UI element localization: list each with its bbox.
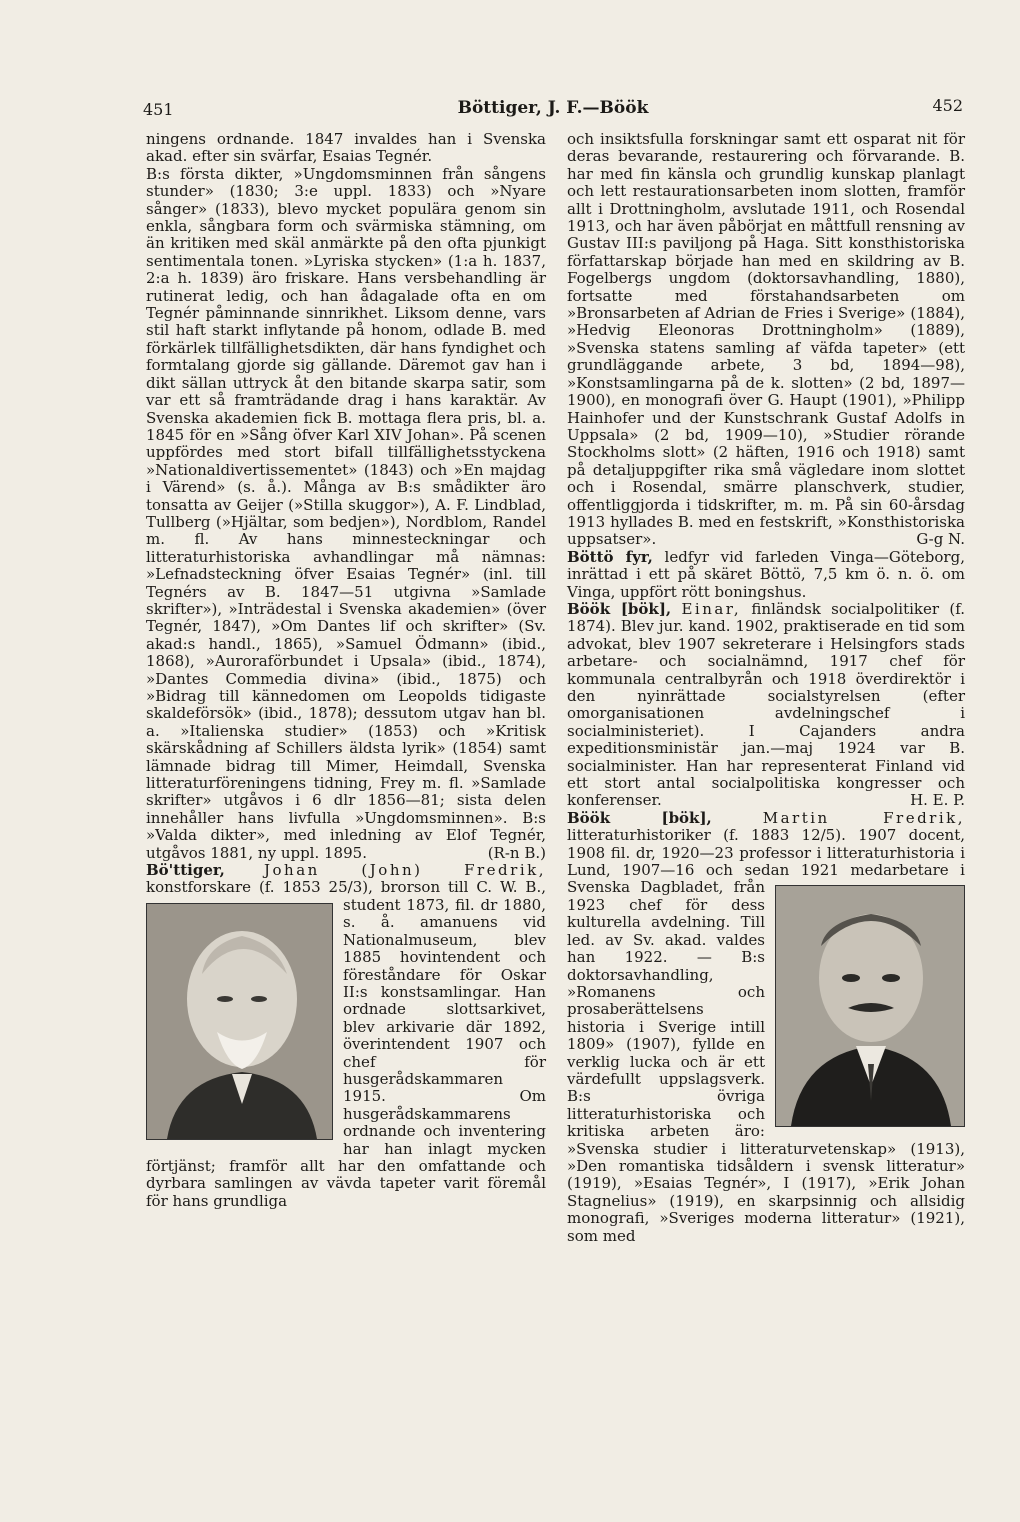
running-title: Böttiger, J. F.—Böök <box>457 98 649 118</box>
entry-body: finländsk socialpolitiker (f. 1874). Blev jur. kand. 1902, praktiserade en tid som advokat, blev 1907 sekreterare i Helsingfors stads arbetare- och socialnämnd, 1917 chef för kommunala centralbyrån och 1918 överdirektör i den nyinrättade socialstyrelsen (efter omorganisationen avdelningschef i socialministeriet). I Cajanders andra expeditionsministär jan.—maj 1924 var B. socialminister. Han har representerat Finland vid ett stort antal socialpolitiska kongresser och konferenser. <box>567 599 965 810</box>
entry-body: student 1873, fil. dr 1880, s. å. amanuens vid Nationalmuseum, blev 1885 hovintendent och föreståndare för Oskar II:s konstsamlingar. Han ordnade slottsarkivet, blev arkivarie där 1892, överintendent 1907 och chef för husgerådskammaren 1915. Om husgerådskammarens ordnande och inventering har han inlagt mycken förtjänst; framför allt har den omfattande och dyrbara samlingen av vävda tapeter varit föremål för hans grundliga <box>146 895 546 1210</box>
entry-headword: Böök [bök], <box>567 808 712 827</box>
portrait-photo-book <box>775 885 965 1127</box>
entry-person-name: Martin Fredrik, <box>762 808 965 827</box>
portrait-book-image <box>776 886 964 1126</box>
entry-intro: litteraturhistoriker (f. 1883 12/5). 1907 docent, 1908 fil. dr, 1920—23 professor i litteraturhistoria i Lund, 1907—16 och sedan 1921 medarbetare <box>567 826 965 880</box>
entry-book-martin <box>567 810 965 1245</box>
entry-bottiger-johan <box>146 862 546 1210</box>
entry-person-name: Einar, <box>681 599 742 618</box>
entry-headword: Bö'ttiger, <box>146 861 225 880</box>
entry-continuation: ningens ordnande. 1847 invaldes han i Svenska akad. efter sin svärfar, Esaias Tegnér. <box>146 130 546 166</box>
entry-headword: Böök [bök], <box>567 599 672 618</box>
author-signature: G-g N. <box>916 530 965 549</box>
page-header <box>143 96 963 126</box>
right-column <box>567 131 965 1245</box>
portrait-photo-bottiger <box>146 903 333 1140</box>
page-number-right: 452 <box>932 96 963 115</box>
entry-body: i Svenska Dagbladet, från 1923 chef för dess kulturella avdelning. Till led. av Sv. akad. valdes han 1922. — B:s doktorsavhandling, »Romanens och prosaberättelsens historia i Sverige intill 1809» (1907), fyllde en verklig lucka och är ett värdefullt uppslagsverk. B:s övriga litteraturhistoriska och kritiska arbeten äro: »Svenska studier i litteraturvetenskap» (1913), »Den romantiska tidsåldern i svensk litteratur» (1919), »Esaias Tegnér», I (1917), »Erik Johan Stagnelius» (1919), en skarpsinnig och allsidig monografi, »Sveriges moderna litteratur» (1921), som med <box>567 861 965 1245</box>
entry-book-einar <box>567 601 965 810</box>
entry-body: ledfyr vid farleden Vinga—Göteborg, inrättad i ett på skäret Böttö, 7,5 km ö. n. ö. om Vinga, uppfört rött boningshus. <box>567 547 965 601</box>
author-signature: (R-n B.) <box>487 843 546 862</box>
entry-works-paragraph <box>146 166 546 862</box>
entry-text: och insiktsfulla forskningar samt ett osparat nit för deras bevarande, restaurering och förvarande. B. har med fin känsla och grundlig kunskap planlagt och lett restaurationsarbeten inom slotten, framför allt i Drottningholm, avslutade 1911, och Rosendal 1913, och har även påbörjat en måttfull rensning av Gustav III:s paviljong på Haga. Sitt konsthistoriska författarskap började han med en skildring av B. Fogelbergs ungdom (doktorsavhandling, 1880), fortsatte med förstahandsarbeten om »Bronsarbeten af Adrian de Fries i Sverige» (1884), »Hedvig Eleonoras Drottningholm» (1889), »Svenska statens samling af väfda tapeter» (ett grundläggande arbete, 3 bd, 1894—98), »Konstsamlingarna på de k. slotten» (2 bd, 1897—1900), en monografi över G. Haupt (1901), »Philipp Hainhofer und der Kunstschrank Gustaf Adolfs in Uppsala» (2 bd, 1909—10), »Studier rörande Stockholms slott» (2 häften, 1916 och 1918) samt på detaljuppgifter rika små vägledare inom slottet och i Rosendal, smärre planschverk, studier, offentliggjorda i tidskrifter, m. m. På sin 60-årsdag 1913 hyllades B. med en festskrift, »Konsthistoriska uppsatser». <box>567 130 965 549</box>
entry-person-name: Johan (John) Fredrik, <box>264 861 546 880</box>
entry-intro: konstforskare (f. 1853 25/3), brorson till C. W. B., <box>146 878 546 897</box>
left-column <box>146 131 546 1210</box>
author-signature: H. E. P. <box>910 791 965 810</box>
page-number-left: 451 <box>143 100 174 119</box>
entry-continuation-right <box>567 131 965 549</box>
portrait-bottiger-image <box>147 904 332 1139</box>
entry-works-text: B:s första dikter, »Ungdomsminnen från sångens stunder» (1830; 3:e uppl. 1833) och »Nyare sånger» (1833), blevo mycket populära genom sin enkla, sångbara form och svärmiska stämning, om än kritiken med skäl anmärkte på den ofta pjunkigt sentimentala tonen. »Lyriska stycken» (1:a h. 1837, 2:a h. 1839) äro friskare. Hans versbehandling är rutinerat ledig, och han ådagalade ofta en om Tegnér påminnande sinnrikhet. Liksom denne, vars stil haft starkt inflytande på honom, odlade B. med förkärlek tillfällighetsdikten, där hans fyndighet och formtalang gjorde sig gällande. Däremot gav han i dikt sällan uttryck åt den bitande skarpa satir, som var ett så framträdande drag i hans karaktär. Av Svenska akademien fick B. mottaga flera pris, bl. a. 1845 för en »Sång öfver Karl XIV Johan». På scenen uppfördes med stort bifall tillfällighetsstyckena »Nationaldivertissementet» (1843) och »En majdag i Värend» (s. å.). Många av B:s smådikter äro tonsatta av Geijer (»Stilla skuggor»), A. F. Lindblad, Tullberg (»Hjältar, som bedjen»), Nordblom, Randel m. fl. Av hans minnesteckningar och litteraturhistoriska avhandlingar må nämnas: »Lefnadsteckning öfver Esaias Tegnér» (inl. till Tegnérs av B. 1847—51 utgivna »Samlade skrifter»), »Inträdestal i Svenska akademien» (över Tegnér, 1847), »Om Dantes lif och skrifter» (Sv. akad:s handl., 1865), »Samuel Ödmann» (ibid., 1868), »Auroraförbundet i Upsala» (ibid., 1874), »Dantes Commedia divina» (ibid., 1875) och »Bidrag till kännedomen om Leopolds tidigaste skaldeförsök» (ibid., 1878); dessutom utgav han bl. a. »Italienska studier» (1853) och »Kritisk skärskådning af Schillers äldsta lyrik» (1854) samt lämnade bidrag till Mimer, Heimdall, Svenska litteraturföreningens tidning, Frey m. fl. »Samlade skrifter» utgåvos i 6 dlr 1856—81; sista delen innehåller hans livfulla »Ungdomsminnen». B:s »Valda dikter», med inledning av Elof Tegnér, utgåvos 1881, ny uppl. 1895. <box>146 164 546 862</box>
entry-headword: Böttö fyr, <box>567 547 653 566</box>
entry-botto-fyr <box>567 549 965 601</box>
